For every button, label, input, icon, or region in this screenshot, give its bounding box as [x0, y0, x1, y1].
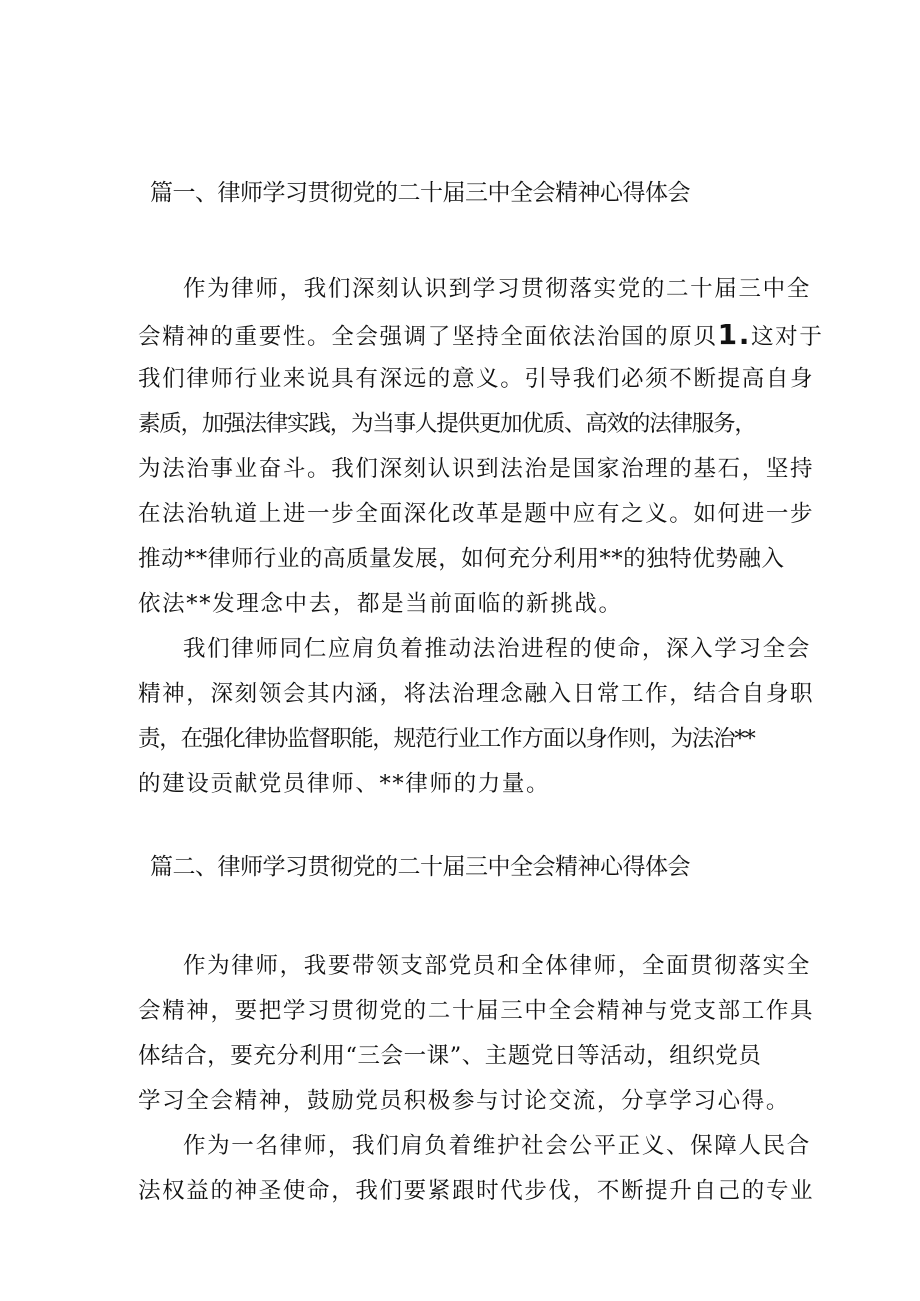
- paragraph: [138, 267, 824, 627]
- text-line: 的建设贡献党员律师、**律师的力量。: [138, 771, 551, 797]
- text-line: 精神，深刻领会其内涵，将法治理念融入日常工作，结合自身职: [138, 681, 815, 707]
- text-line: 我们律师行业来说具有深远的意义。引导我们必须不断提高自身: [138, 366, 815, 392]
- text-line: 依法**发理念中去，都是当前面临的新挑战。: [138, 591, 623, 617]
- section-title: 篇二、律师学习贯彻党的二十届三中全会精神心得体会: [150, 854, 690, 880]
- text-line: 素质，加强法律实践，为当事人提供更加优质、高效的法律服务，: [138, 411, 756, 437]
- text-line: 作为律师，我们深刻认识到学习贯彻落实党的二十届三中全: [183, 276, 811, 302]
- text-line: 会精神，要把学习贯彻党的二十届三中全会精神与党支部工作具: [138, 998, 815, 1024]
- text-line: 为法治事业奋斗。我们深刻认识到法治是国家治理的基石，坚持: [138, 456, 815, 482]
- text-line: 学习全会精神，鼓励党员积极参与讨论交流，分享学习心得。: [138, 1088, 791, 1114]
- text-line: 作为律师，我要带领支部党员和全体律师，全面贯彻落实全: [183, 953, 811, 979]
- paragraph: [138, 1124, 815, 1214]
- section-title: 篇一、律师学习贯彻党的二十届三中全会精神心得体会: [150, 180, 690, 206]
- paragraph: [138, 627, 815, 807]
- text-line: 法权益的神圣使命，我们要紧跟时代步伐，不断提升自己的专业: [138, 1178, 815, 1204]
- text-line: 在法治轨道上进一步全面深化改革是题中应有之义。如何进一步: [138, 501, 815, 527]
- text-line: 体结合，要充分利用“三会一课”、主题党日等活动，组织党员: [138, 1043, 762, 1069]
- paragraph: [138, 944, 815, 1124]
- text-line: 我们律师同仁应肩负着推动法治进程的使命，深入学习全会: [183, 636, 811, 662]
- text-line: 作为一名律师，我们肩负着维护社会公平正义、保障人民合: [183, 1133, 811, 1159]
- text-line: 会精神的重要性。全会强调了坚持全面依法治国的原贝1.这对于: [138, 318, 824, 351]
- text-line: 推动**律师行业的高质量发展，如何充分利用**的独特优势融入: [138, 546, 785, 572]
- numeral: 1.: [717, 318, 752, 351]
- text-line: 责，在强化律协监督职能，规范行业工作方面以身作则，为法治**: [138, 726, 755, 752]
